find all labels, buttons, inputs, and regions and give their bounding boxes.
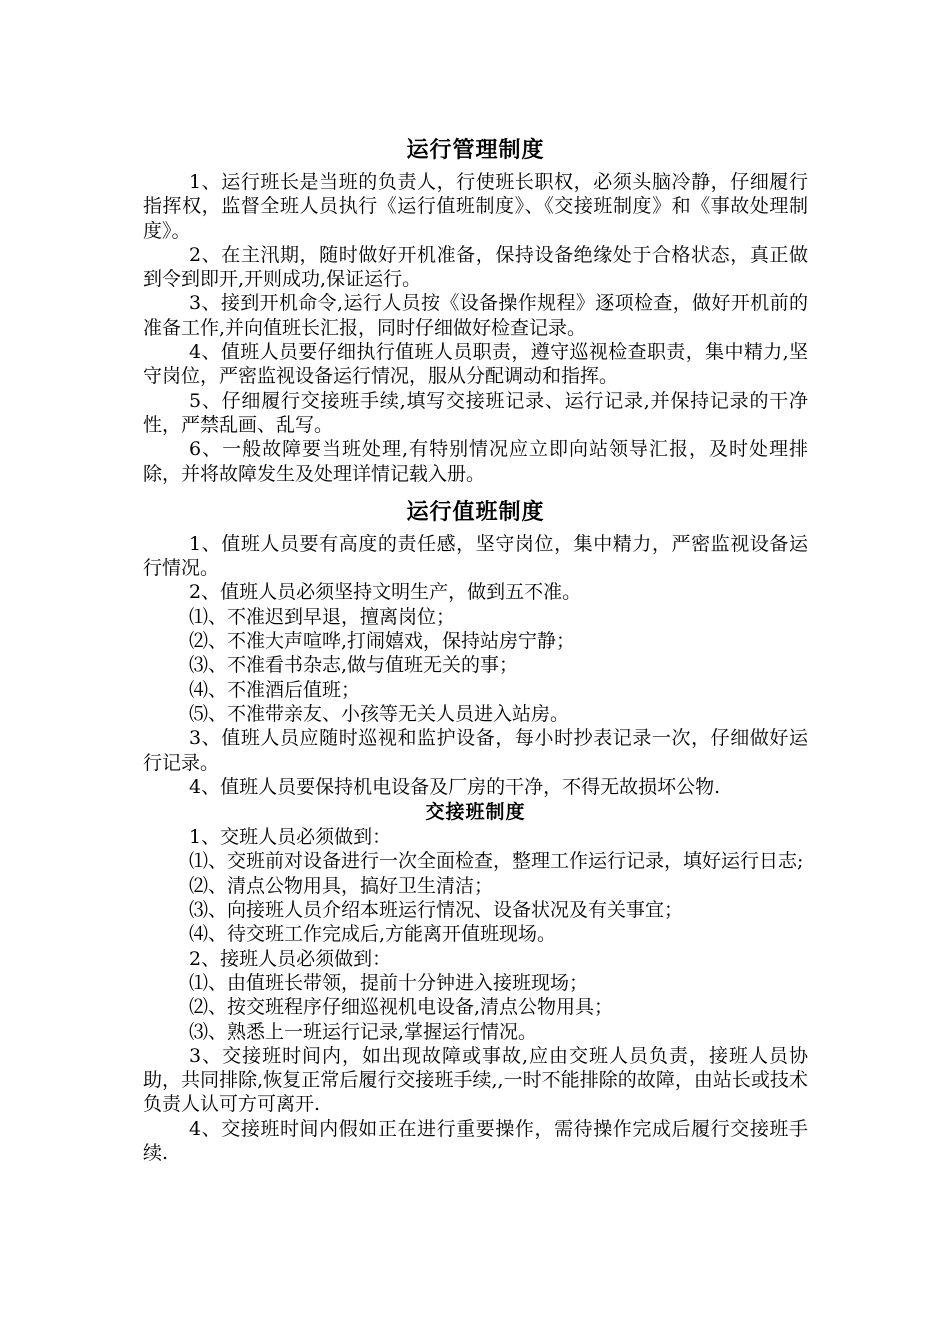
section-title-duty-system: 运行值班制度 [406,498,545,525]
paragraph: 2、接班人员必须做到： [189,947,392,970]
paragraph: 2、在主汛期，随时做好开机准备，保持设备绝缘处于合格状态，真正做到令到即开,开则成功,保证运行。 [143,243,808,291]
list-item: ⑴、不准迟到早退，擅离岗位； [189,605,456,628]
paragraph: 4、交接班时间内假如正在进行重要操作，需待操作完成后履行交接班手续. [143,1117,808,1164]
list-item: ⑶、不准看书杂志,做与值班无关的事； [189,654,519,677]
list-item: ⑵、不准大声喧哗,打闹嬉戏，保持站房宁静； [189,630,576,653]
list-item: ⑴、由值班长带领，提前十分钟进入接班现场； [189,971,589,994]
list-item: ⑸、不准带亲友、小孩等无关人员进入站房。 [189,702,570,725]
list-item: ⑶、熟悉上一班运行记录,掌握运行情况。 [189,1020,538,1043]
paragraph: 4、值班人员要仔细执行值班人员职责，遵守巡视检查职责，集中精力,坚守岗位，严密监视设备运行情况，服从分配调动和指挥。 [143,341,808,388]
list-item: ⑷、待交班工作完成后,方能离开值班现场。 [189,923,557,946]
paragraph: 4、值班人员要保持机电设备及厂房的干净，不得无故损坏公物. [189,775,721,798]
list-item: ⑴、交班前对设备进行一次全面检查，整理工作运行记录，填好运行日志; [189,850,804,873]
paragraph: 2、值班人员必须坚持文明生产，做到五不准。 [189,581,582,604]
list-item: ⑷、不准酒后值班； [189,678,361,701]
paragraph: 3、接到开机命令,运行人员按《设备操作规程》逐项检查，做好开机前的准备工作,并向值班长汇报，同时仔细做好检查记录。 [143,292,808,339]
list-item: ⑵、按交班程序仔细巡视机电设备,清点公物用具； [189,996,614,1019]
paragraph: 1、值班人员要有高度的责任感，坚守岗位，集中精力，严密监视设备运行情况。 [143,532,808,580]
paragraph: 6、一般故障要当班处理,有特别情况应立即向站领导汇报，及时处理排除，并将故障发生及处理详情记载入册。 [143,438,808,485]
section-title-operation-management: 运行管理制度 [406,137,545,163]
list-item: ⑶、向接班人员介绍本班运行情况、设备状况及有关事宜； [189,899,684,922]
paragraph: 3、值班人员应随时巡视和监护设备，每小时抄表记录一次，仔细做好运行记录。 [143,727,808,774]
document-body [143,130,808,1165]
paragraph: 1、运行班长是当班的负责人，行使班长职权，必须头脑冷静，仔细履行指挥权，监督全班人员执行《运行值班制度》、《交接班制度》和《事故处理制度》。 [143,171,808,242]
paragraph: 3、交接班时间内，如出现故障或事故,应由交班人员负责，接班人员协助，共同排除,恢复正常后履行交接班手续,,一时不能排除的故障，由站长或技术负责人认可方可离开. [143,1044,808,1116]
section-title-shift-handover: 交接班制度 [425,801,526,824]
paragraph: 5、仔细履行交接班手续,填写交接班记录、运行记录,并保持记录的干净性，严禁乱画、乱写。 [143,389,808,436]
list-item: ⑵、清点公物用具，搞好卫生清洁； [189,874,494,897]
paragraph: 1、交班人员必须做到： [189,826,392,849]
